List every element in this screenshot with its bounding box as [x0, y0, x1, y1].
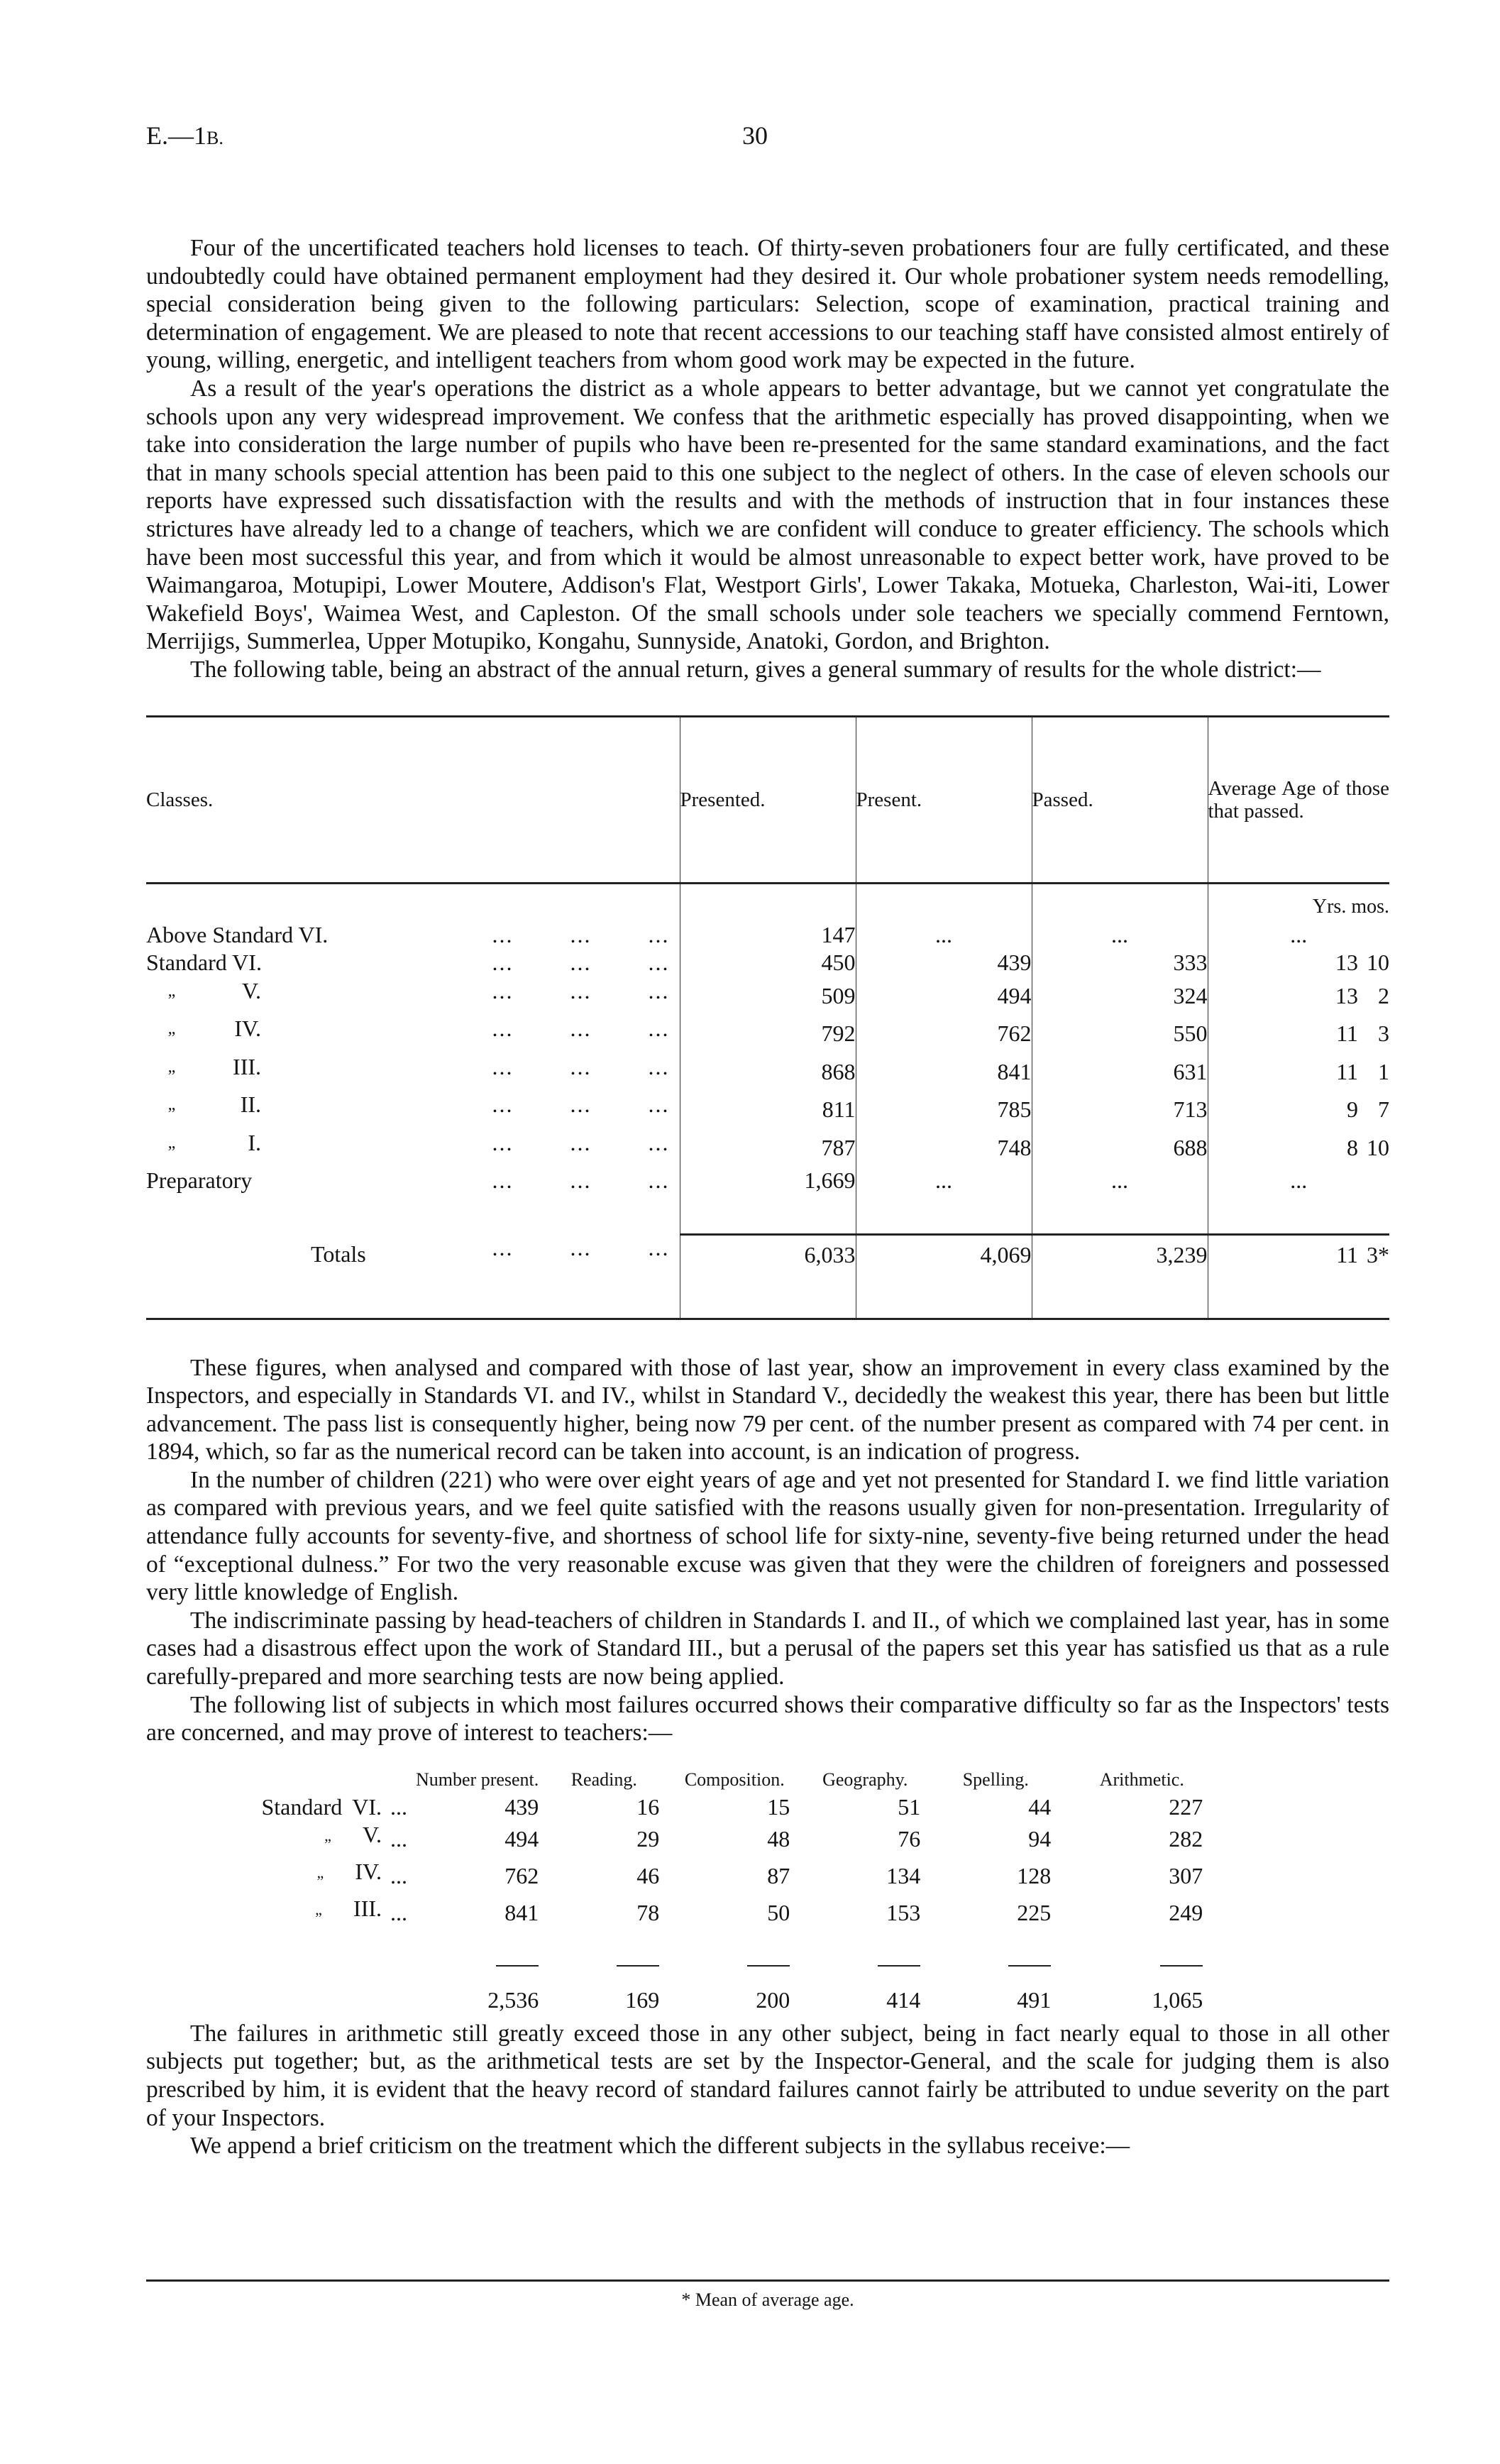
total-presented: 6,033 — [680, 1234, 856, 1275]
class-cell — [146, 921, 680, 950]
failure-count: 48 — [767, 1826, 790, 1852]
leader-dots: ... — [648, 1235, 670, 1260]
end-cell — [1208, 1275, 1389, 1319]
failure-count: 46 — [636, 1863, 660, 1889]
failure-count: 249 — [1169, 1900, 1203, 1926]
rule-cell — [669, 1932, 800, 1977]
leader-dots: ... — [570, 921, 592, 947]
average-age-cell — [1208, 977, 1389, 1016]
paragraph-year-results: As a result of the year's operations the district as a whole appears to better advantage, but we cannot yet congratulate the schools upon any very widespread improvement. We confess that the arithmetic especially has proved disappointing, when we take into consideration the large number of pupils who have been re-presented for the same standard examinations, and the fact that in many schools special attention has been paid to this one subject to the neglect of others. In the case of eleven schools our reports have expressed such dissatisfaction with the results and with the methods of instruction that in four instances these strictures have already led to a change of teachers, which we are confident will conduce to greater efficiency. The schools which have been most successful this year, and from which it would be almost unreasonable to expect better work, have proved to be Waimangaroa, Motupipi, Lower Moutere, Addison's Flat, Westport Girls', Lower Takaka, Motueka, Charleston, Wai-iti, Lower Wakefield Boys', Waimea West, and Capleston. Of the small schools under sole teachers we specially commend Ferntown, Merrijigs, Summerlea, Upper Motupiko, Kongahu, Sunnyside, Anatoki, Gordon, and Brighton. — [146, 375, 1389, 655]
average-age-cell — [1208, 1053, 1389, 1091]
header-composition: Composition. — [684, 1769, 785, 1790]
header-number-present: Number present. — [416, 1769, 539, 1790]
failure-total: 200 — [756, 1986, 790, 2013]
leader-dots: ... — [648, 1129, 670, 1155]
table-row — [146, 949, 1389, 977]
failure-count: 50 — [767, 1900, 790, 1926]
paragraph-indiscriminate-passing: The indiscriminate passing by head-teachers of children in Standards I. and II., of which we complained last year, has in some cases had a disastrous effect upon the work of Standard III., but a perusal of the papers set this year has satisfied us that as a rule carefully-prepared and more searching tests are now being applied. — [146, 1607, 1389, 1690]
standard-numeral: VI. — [352, 1793, 382, 1820]
rule-bar — [617, 1965, 659, 1967]
footnote: * Mean of average age. — [681, 2289, 854, 2310]
presented-cell: 509 — [680, 977, 856, 1016]
rule-cell — [539, 1932, 669, 1977]
class-cell — [146, 1053, 680, 1091]
rule-bar — [747, 1965, 790, 1967]
ditto-mark: ” — [316, 1871, 324, 1890]
summary-header-row — [146, 716, 1389, 883]
class-label: Standard VI. — [146, 950, 262, 975]
failure-count: 128 — [1017, 1863, 1052, 1889]
dot-leaders — [436, 1129, 670, 1157]
failure-count: 87 — [767, 1863, 790, 1889]
age-months: 3 — [1378, 1021, 1389, 1046]
passed-cell: 550 — [1032, 1015, 1208, 1053]
failure-count: 494 — [504, 1826, 539, 1852]
leader-dots: ... — [570, 1129, 592, 1155]
totals-label-cell — [146, 1234, 680, 1275]
age-years: 13 — [1335, 982, 1358, 1008]
ditto-mark: ” — [167, 1143, 176, 1162]
reference-suffix: B. — [206, 128, 224, 148]
rule-cell — [1061, 1932, 1223, 1977]
document-reference — [146, 121, 224, 150]
rule-bar — [496, 1965, 539, 1967]
present-cell: 748 — [856, 1129, 1032, 1167]
standard-label-cell — [214, 1793, 382, 1821]
table-row — [146, 1167, 1389, 1195]
empty-cell — [382, 1932, 416, 1977]
failures-row — [214, 1821, 1223, 1858]
failure-count: 29 — [636, 1826, 660, 1852]
spacer-cell — [1208, 1195, 1389, 1235]
totals-rule-row — [214, 1932, 1223, 1977]
failure-count: 51 — [898, 1793, 921, 1820]
totals-row — [146, 1234, 1389, 1275]
failure-count: 16 — [636, 1793, 660, 1820]
present-cell: 785 — [856, 1091, 1032, 1129]
failures-table-wrapper — [146, 1766, 1389, 2014]
age-months: 3* — [1367, 1241, 1389, 1267]
leader-dots: ... — [492, 1053, 514, 1079]
leader-dots: ... — [390, 1863, 407, 1889]
average-age-cell — [1208, 1129, 1389, 1167]
class-cell — [146, 949, 680, 977]
age-years: 11 — [1336, 1241, 1358, 1267]
header-spelling: Spelling. — [962, 1769, 1029, 1790]
rule-cell — [416, 1932, 539, 1977]
failure-count: 307 — [1169, 1863, 1203, 1889]
header-present: Present. — [856, 716, 1032, 883]
age-months: 10 — [1367, 1134, 1389, 1160]
leader-dots: ... — [492, 1016, 514, 1041]
failure-total: 414 — [886, 1986, 921, 2013]
presented-cell: 1,669 — [680, 1167, 856, 1195]
age-years: 11 — [1336, 1058, 1358, 1084]
standard-numeral: I. — [248, 1129, 261, 1155]
leader-dots: ... — [492, 1091, 514, 1117]
age-years: 13 — [1335, 950, 1358, 975]
average-age-cell: ... — [1208, 1167, 1389, 1195]
presented-cell: 147 — [680, 921, 856, 950]
failure-total: 2,536 — [487, 1986, 539, 2013]
leader-dots: ... — [570, 1167, 592, 1193]
ditto-mark: ” — [167, 1029, 176, 1047]
header-arithmetic: Arithmetic. — [1099, 1769, 1184, 1790]
class-cell — [146, 977, 680, 1016]
table-row — [146, 977, 1389, 1016]
dot-leaders — [436, 1053, 670, 1082]
present-cell: 439 — [856, 949, 1032, 977]
table-row — [146, 1129, 1389, 1167]
leader-dots: ... — [492, 921, 514, 947]
running-head — [146, 121, 1389, 163]
failures-header-row — [214, 1766, 1223, 1793]
passed-cell: ... — [1032, 1167, 1208, 1195]
ditto-mark: ” — [167, 991, 176, 1010]
failure-count: 15 — [767, 1793, 790, 1820]
failure-total: 491 — [1017, 1986, 1052, 2013]
spacer-cell — [146, 1195, 680, 1235]
failure-total: 1,065 — [1152, 1986, 1203, 2013]
end-cell — [856, 1275, 1032, 1319]
ditto-mark: ” — [167, 1067, 176, 1086]
leader-dots: ... — [648, 921, 670, 947]
paragraph-children-not-presented: In the number of children (221) who were over eight years of age and yet not presented for Standard I. we find little variation as compared with previous years, and we feel quite satisfied with the reasons usually given for non-presentation. Irregularity of attendance fully accounts for seventy-five, and shortness of school life for sixty-nine, seventy-five being returned under the head of “exceptional dulness.” For two the very reasonable excuse was given that they were the children of foreigners and possessed very little knowledge of English. — [146, 1466, 1389, 1606]
leader-dots: ... — [492, 1235, 514, 1260]
body-text — [146, 234, 1389, 2160]
passed-cell: 324 — [1032, 977, 1208, 1016]
failure-total: 169 — [625, 1986, 660, 2013]
present-cell: 841 — [856, 1053, 1032, 1091]
passed-cell: 713 — [1032, 1091, 1208, 1129]
paragraph-probationers: Four of the uncertificated teachers hold licenses to teach. Of thirty-seven probationers four are fully certificated, and these undoubtedly could have obtained permanent employment had they desired it. Our whole probationer system needs remodelling, special consideration being given to the following particulars: Selection, scope of examination, practical training and determination of engagement. We are pleased to note that recent accessions to our teaching staff have consisted almost entirely of young, willing, energetic, and intelligent teachers from whom good work may be expected in the future. — [146, 235, 1389, 374]
standard-label-cell — [214, 1858, 382, 1895]
spacer-cell — [856, 1195, 1032, 1235]
class-cell — [146, 1015, 680, 1053]
units-row — [146, 883, 1389, 921]
passed-cell: ... — [1032, 921, 1208, 950]
age-years: 11 — [1336, 1021, 1358, 1046]
dot-leaders — [436, 1091, 670, 1119]
leader-dots: ... — [492, 950, 514, 975]
table-row — [146, 1091, 1389, 1129]
rule-cell — [800, 1932, 930, 1977]
header-presented: Presented. — [680, 716, 856, 883]
failure-count: 44 — [1028, 1793, 1052, 1820]
standard-label: Standard — [261, 1793, 343, 1820]
dot-leaders — [436, 921, 670, 950]
presented-cell: 868 — [680, 1053, 856, 1091]
passed-cell: 688 — [1032, 1129, 1208, 1167]
age-months: 2 — [1378, 982, 1389, 1008]
presented-cell: 450 — [680, 949, 856, 977]
failure-count: 78 — [636, 1900, 660, 1926]
leader-dots: ... — [492, 1167, 514, 1193]
spacer-cell — [680, 1195, 856, 1235]
presented-cell: 787 — [680, 1129, 856, 1167]
leader-dots: ... — [492, 1129, 514, 1155]
failures-row — [214, 1858, 1223, 1895]
table-row — [146, 921, 1389, 950]
document-page — [146, 121, 1389, 2160]
leader-dots: ... — [648, 1167, 670, 1193]
paragraph-arithmetic-failures: The failures in arithmetic still greatly exceed those in any other subject, being in fact nearly equal to those in all other subjects put together; but, as the arithmetical tests are set by the Inspector-General, and the scale for judging them is also prescribed by him, it is evident that the heavy record of standard failures cannot fairly be attributed to undue severity on the part of your Inspectors. — [146, 2020, 1389, 2131]
empty-cell — [382, 1977, 416, 2014]
age-years: 9 — [1347, 1096, 1358, 1122]
table-end-row — [146, 1275, 1389, 1319]
leader-dots: ... — [570, 977, 592, 1003]
header-geography: Geography. — [822, 1769, 908, 1790]
leader-dots: ... — [648, 1053, 670, 1079]
standard-label-cell — [214, 1821, 382, 1858]
leader-dots: ... — [390, 1900, 407, 1926]
passed-cell: 631 — [1032, 1053, 1208, 1091]
present-cell: ... — [856, 921, 1032, 950]
header-reading: Reading. — [570, 1769, 637, 1790]
standard-label-cell — [214, 1895, 382, 1932]
failures-row — [214, 1793, 1223, 1821]
total-present: 4,069 — [856, 1234, 1032, 1275]
failures-row — [214, 1895, 1223, 1932]
present-cell: ... — [856, 1167, 1032, 1195]
spacer-row — [146, 1195, 1389, 1235]
standard-numeral: IV. — [355, 1858, 382, 1884]
page-number: 30 — [742, 121, 768, 150]
end-cell — [1032, 1275, 1208, 1319]
standard-numeral: III. — [233, 1053, 261, 1079]
average-age-cell — [1208, 949, 1389, 977]
failure-count: 227 — [1169, 1793, 1203, 1820]
failure-count: 841 — [504, 1900, 539, 1926]
leader-dots: ... — [570, 1053, 592, 1079]
rule-bar — [878, 1965, 920, 1967]
rule-bar — [1008, 1965, 1051, 1967]
failure-count: 762 — [504, 1863, 539, 1889]
standard-numeral: II. — [240, 1091, 261, 1117]
end-cell — [680, 1275, 856, 1319]
dot-leaders — [436, 1015, 670, 1043]
failure-count: 282 — [1169, 1826, 1203, 1852]
leader-dots: ... — [648, 1091, 670, 1117]
class-label: Preparatory — [146, 1167, 253, 1193]
failures-totals-row — [214, 1977, 1223, 2014]
totals-label: Totals — [311, 1241, 366, 1267]
dot-leaders — [436, 949, 670, 977]
leader-dots: ... — [570, 950, 592, 975]
passed-cell: 333 — [1032, 949, 1208, 977]
leader-dots: ... — [492, 977, 514, 1003]
total-average-age — [1208, 1234, 1389, 1275]
age-years: 8 — [1347, 1134, 1358, 1160]
table-row — [146, 1015, 1389, 1053]
reference-prefix: E.—1 — [146, 121, 206, 150]
class-cell — [146, 1167, 680, 1195]
failure-count: 94 — [1028, 1826, 1052, 1852]
footnote-divider — [146, 2279, 1389, 2282]
total-passed: 3,239 — [1032, 1234, 1208, 1275]
present-cell: 494 — [856, 977, 1032, 1016]
dot-leaders — [436, 1167, 670, 1195]
paragraph-criticism-intro: We append a brief criticism on the treatment which the different subjects in the syllabus receive:— — [190, 2133, 1130, 2160]
ditto-mark: ” — [315, 1908, 322, 1927]
standard-numeral: V. — [242, 977, 261, 1003]
class-cell — [146, 1091, 680, 1129]
summary-table — [146, 715, 1389, 1320]
paragraph-figures-analysis: These figures, when analysed and compared with those of last year, show an improvement in every class examined by the Inspectors, and especially in Standards VI. and IV., whilst in Standard V., decidedly the weakest this year, there has been but little advancement. The pass list is consequently higher, being now 79 per cent. of the number present as compared with 74 per cent. in 1894, which, so far as the numerical record can be taken into account, is an indication of progress. — [146, 1354, 1389, 1465]
failures-table — [214, 1766, 1223, 2014]
class-cell — [146, 1129, 680, 1167]
standard-numeral: III. — [353, 1895, 382, 1921]
leader-dots: ... — [648, 977, 670, 1003]
empty-cell — [214, 1932, 382, 1977]
presented-cell: 811 — [680, 1091, 856, 1129]
age-months: 1 — [1378, 1058, 1389, 1084]
paragraph-table-intro: The following table, being an abstract of the annual return, gives a general summary of results for the whole district:— — [190, 656, 1321, 683]
failure-count: 225 — [1017, 1900, 1052, 1926]
present-cell: 762 — [856, 1015, 1032, 1053]
dot-leaders — [436, 977, 670, 1006]
paragraph-failures-intro: The following list of subjects in which most failures occurred shows their comparative difficulty so far as the Inspectors' tests are concerned, and may prove of interest to teachers:— — [146, 1691, 1389, 1747]
class-label: Above Standard VI. — [146, 921, 329, 947]
age-units: Yrs. mos. — [1208, 883, 1389, 921]
dot-leaders — [436, 1234, 670, 1263]
average-age-cell — [1208, 1091, 1389, 1129]
standard-numeral: V. — [363, 1821, 382, 1847]
age-months: 10 — [1367, 950, 1389, 975]
leader-dots: ... — [390, 1793, 407, 1820]
empty-cell — [214, 1977, 382, 2014]
leader-dots: ... — [648, 1016, 670, 1041]
spacer-cell — [1032, 1195, 1208, 1235]
leader-dots: ... — [390, 1826, 407, 1852]
ditto-mark: ” — [324, 1835, 331, 1853]
failure-count: 76 — [898, 1826, 921, 1852]
failure-count: 134 — [886, 1863, 921, 1889]
ditto-mark: ” — [167, 1105, 176, 1123]
rule-bar — [1160, 1965, 1203, 1967]
age-months: 7 — [1378, 1096, 1389, 1122]
end-cell — [146, 1275, 680, 1319]
leader-dots: ... — [648, 950, 670, 975]
header-classes: Classes. — [146, 716, 680, 883]
standard-numeral: IV. — [234, 1016, 261, 1041]
average-age-cell: ... — [1208, 921, 1389, 950]
header-average-age: Average Age of those that passed. — [1208, 716, 1389, 883]
summary-table-wrapper — [146, 715, 1389, 1320]
presented-cell: 792 — [680, 1015, 856, 1053]
failure-count: 153 — [886, 1900, 921, 1926]
leader-dots: ... — [570, 1235, 592, 1260]
average-age-cell — [1208, 1015, 1389, 1053]
header-passed: Passed. — [1032, 716, 1208, 883]
leader-dots: ... — [570, 1016, 592, 1041]
leader-dots: ... — [570, 1091, 592, 1117]
failure-count: 439 — [504, 1793, 539, 1820]
table-row — [146, 1053, 1389, 1091]
rule-cell — [930, 1932, 1061, 1977]
